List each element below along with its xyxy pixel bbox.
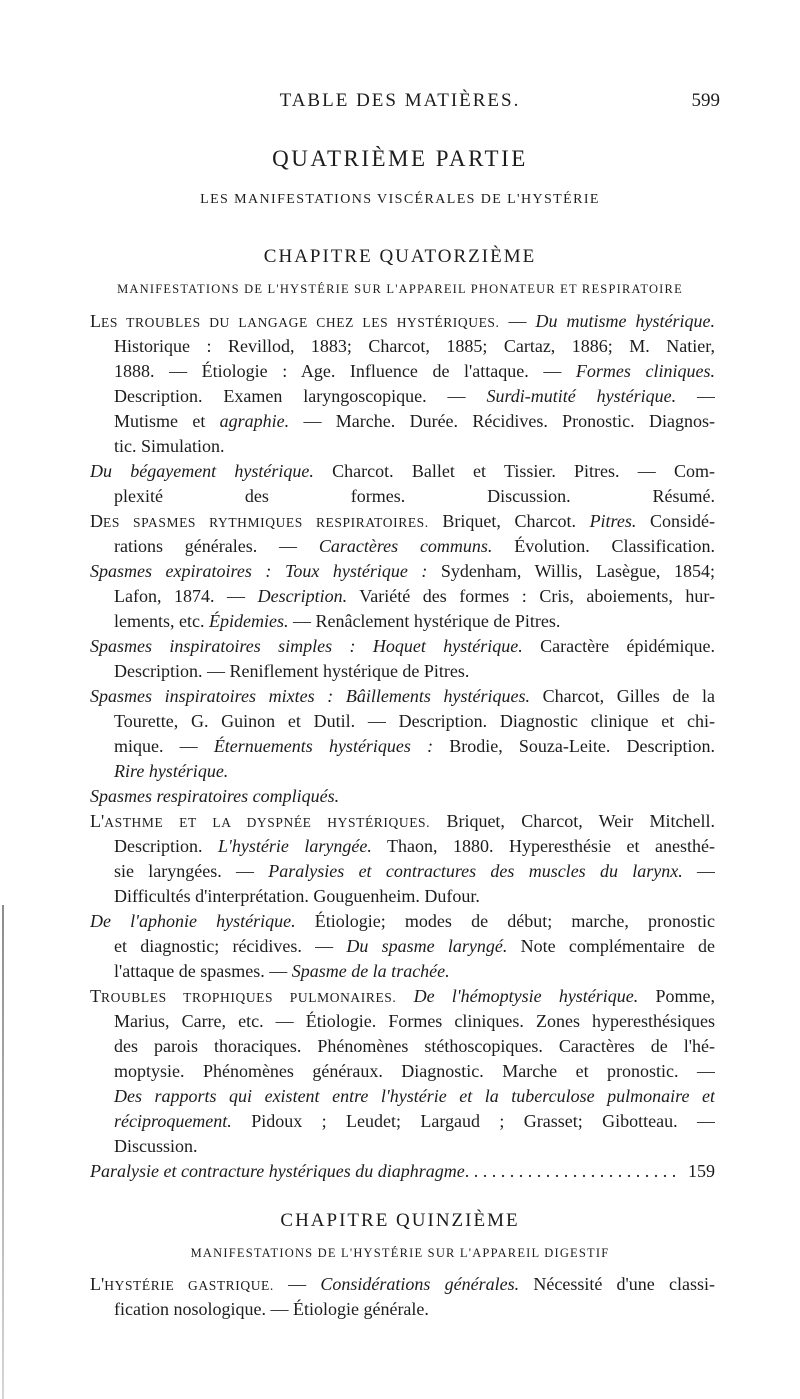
text-line <box>90 759 715 784</box>
italic-text: Pitres. <box>589 511 637 531</box>
page-number: 599 <box>691 90 720 111</box>
text-run: rations générales. — <box>114 536 319 556</box>
entry-line <box>90 634 715 659</box>
text-line <box>90 659 715 684</box>
text-run: sie laryngées. — <box>114 861 269 881</box>
text-line <box>90 1084 715 1109</box>
text-run: Description. Examen laryngoscopique. — <box>114 386 487 406</box>
text-run: Thaon, 1880. Hyperesthésie et anesthé- <box>371 836 715 856</box>
italic-text: Description. <box>257 586 348 606</box>
text-run: Description. <box>114 836 218 856</box>
text-run: Tourette, G. Guinon et Dutil. — Description. Diagnostic clinique et chi- <box>114 711 715 731</box>
text-run: moptysie. Phénomènes généraux. Diagnostic. Marche et pronostic. — <box>114 1061 715 1081</box>
text-line <box>90 934 715 959</box>
text-run: — <box>499 311 536 331</box>
text-run: T <box>90 986 101 1006</box>
text-run: Évolution. Classification. <box>492 536 715 556</box>
chapter-15-subtitle: MANIFESTATIONS DE L'HYSTÉRIE SUR L'APPAREIL DIGESTIF <box>190 1246 610 1260</box>
text-run: Charcot, Gilles de la <box>529 686 715 706</box>
entry-line <box>90 509 715 534</box>
text-run: fication nosologique. — Étiologie générale. <box>114 1299 429 1319</box>
italic-text: Caractères communs. <box>318 536 493 556</box>
entry-line <box>90 784 715 809</box>
text-line <box>90 584 715 609</box>
italic-text: Du spasme laryngé. <box>346 936 508 956</box>
text-line <box>90 734 715 759</box>
entry-line <box>90 309 715 334</box>
dot-leader <box>465 1159 680 1184</box>
italic-text: Spasmes inspiratoires mixtes : Bâillements hystériques. <box>90 686 530 706</box>
part-title: QUATRIÈME PARTIE <box>272 146 528 171</box>
entry-line <box>90 1272 715 1297</box>
italic-text: Rire hystérique. <box>114 761 229 781</box>
text-run: — <box>682 861 715 881</box>
text-run: — Marche. Durée. Récidives. Pronostic. Diagnos- <box>289 411 715 431</box>
text-line <box>90 884 715 909</box>
text-run: lements, etc. <box>114 611 209 631</box>
italic-text: Éternuements hystériques : <box>213 736 434 756</box>
text-run: Charcot. Ballet et Tissier. Pitres. — Com- <box>313 461 715 481</box>
italic-text: agraphie. <box>219 411 290 431</box>
text-run: Nécessité d'une classi- <box>519 1274 715 1294</box>
text-line <box>90 359 715 384</box>
small-caps-heading: ES TROUBLES DU LANGAGE CHEZ LES HYSTÉRIQUES. <box>101 315 500 330</box>
text-line <box>90 1134 715 1159</box>
chapter-14-contents <box>90 309 715 1184</box>
toc-entry-line <box>90 1159 715 1184</box>
italic-text: Spasmes inspiratoires simples : Hoquet hystérique. <box>90 636 523 656</box>
text-run: l'attaque de spasmes. — <box>114 961 292 981</box>
italic-text: Des rapports qui existent entre l'hystérie et la tuberculose pulmonaire et <box>114 1086 715 1106</box>
text-line <box>90 1059 715 1084</box>
text-line <box>90 834 715 859</box>
text-run: Étiologie; modes de début; marche, pronostic <box>295 911 715 931</box>
small-caps-heading: ROUBLES TROPHIQUES PULMONAIRES. <box>101 990 397 1005</box>
text-run: Pidoux ; Leudet; Largaud ; Grasset; Gibotteau. — <box>231 1111 715 1131</box>
text-line <box>90 859 715 884</box>
text-run: Discussion. <box>114 1136 198 1156</box>
running-title: TABLE DES MATIÈRES. <box>279 90 521 111</box>
text-run: et diagnostic; récidives. — <box>114 936 347 956</box>
small-caps-heading: ASTHME ET LA DYSPNÉE HYSTÉRIQUES. <box>104 815 431 830</box>
text-run <box>396 986 413 1006</box>
entry-line <box>90 459 715 484</box>
text-run: 1888. — Étiologie : Age. Influence de l'attaque. — <box>114 361 576 381</box>
text-run: — Renâclement hystérique de Pitres. <box>288 611 561 631</box>
text-run: Sydenham, Willis, Lasègue, 1854; <box>427 561 715 581</box>
text-run: L' <box>90 811 105 831</box>
part-subtitle: LES MANIFESTATIONS VISCÉRALES DE L'HYSTÉRIE <box>200 192 600 207</box>
text-run: Note complémentaire de <box>507 936 715 956</box>
chapter-14-title: CHAPITRE QUATORZIÈME <box>263 246 537 267</box>
italic-text: Du bégayement hystérique. <box>90 461 314 481</box>
toc-page-number: 159 <box>688 1161 715 1181</box>
text-run: des parois thoraciques. Phénomènes stéthoscopiques. Caractères de l'hé- <box>114 1036 715 1056</box>
text-run: plexité des formes. Discussion. Résumé. <box>114 486 715 506</box>
italic-text: Formes cliniques. <box>575 361 715 381</box>
text-run: Brodie, Souza-Leite. Description. <box>433 736 715 756</box>
small-caps-heading: HYSTÉRIE GASTRIQUE. <box>104 1278 274 1293</box>
text-run: Difficultés d'interprétation. Gouguenheim. Dufour. <box>114 886 480 906</box>
text-line <box>90 1034 715 1059</box>
text-run: Description. — Reniflement hystérique de Pitres. <box>114 661 470 681</box>
text-line <box>90 384 715 409</box>
italic-text: réciproquement. <box>114 1111 232 1131</box>
entry-line <box>90 559 715 584</box>
text-run: Historique : Revillod, 1883; Charcot, 1885; Cartaz, 1886; M. Natier, <box>114 336 715 356</box>
italic-text: De l'hémoptysie hystérique. <box>413 986 639 1006</box>
text-run: — <box>273 1274 321 1294</box>
text-run: D <box>90 511 103 531</box>
running-header <box>0 90 800 120</box>
italic-text: Du mutisme hystérique. <box>535 311 715 331</box>
italic-text: Paralysies et contractures des muscles du larynx. <box>268 861 683 881</box>
italic-text: L'hystérie laryngée. <box>218 836 372 856</box>
text-run: tic. Simulation. <box>114 436 225 456</box>
italic-text: Épidemies. <box>208 611 289 631</box>
entry-line <box>90 809 715 834</box>
text-run: Briquet, Charcot. <box>428 511 590 531</box>
text-line <box>90 409 715 434</box>
italic-text: Spasmes expiratoires : Toux hystérique : <box>90 561 428 581</box>
chapter-14-subtitle: MANIFESTATIONS DE L'HYSTÉRIE SUR L'APPAREIL PHONATEUR ET RESPIRATOIRE <box>117 282 683 296</box>
italic-text: Spasme de la trachée. <box>291 961 450 981</box>
chapter-15-contents <box>90 1272 715 1322</box>
text-line <box>90 434 715 459</box>
text-run: L <box>90 311 101 331</box>
italic-text: Surdi-mutité hystérique. <box>486 386 677 406</box>
text-line <box>90 709 715 734</box>
text-run: Caractère épidémique. <box>522 636 715 656</box>
text-run: L' <box>90 1274 105 1294</box>
text-line <box>90 534 715 559</box>
small-caps-heading: ES SPASMES RYTHMIQUES RESPIRATOIRES. <box>103 515 429 530</box>
text-run: Lafon, 1874. — <box>114 586 258 606</box>
text-line <box>90 1009 715 1034</box>
text-line <box>90 334 715 359</box>
text-run: Briquet, Charcot, Weir Mitchell. <box>430 811 715 831</box>
entry-line <box>90 984 715 1009</box>
chapter-15-title: CHAPITRE QUINZIÈME <box>280 1210 520 1231</box>
entry-line <box>90 684 715 709</box>
italic-text: De l'aphonie hystérique. <box>90 911 296 931</box>
italic-text: Spasmes respiratoires compliqués. <box>90 786 340 806</box>
italic-text: Paralysie et contracture hystériques du diaphragme <box>90 1161 465 1181</box>
text-line <box>90 609 715 634</box>
text-run: Mutisme et <box>114 411 220 431</box>
toc-entry-title <box>90 1159 465 1184</box>
text-run: Variété des formes : Cris, aboiements, hur- <box>347 586 715 606</box>
entry-line <box>90 909 715 934</box>
text-run: Marius, Carre, etc. — Étiologie. Formes cliniques. Zones hyperesthésiques <box>114 1011 715 1031</box>
italic-text: Considérations générales. <box>320 1274 520 1294</box>
text-line <box>90 484 715 509</box>
binding-edge-shadow <box>2 905 4 1399</box>
text-run: Considé- <box>636 511 715 531</box>
text-run: mique. — <box>114 736 214 756</box>
text-run: — <box>676 386 715 406</box>
text-line <box>90 1297 715 1322</box>
text-run: Pomme, <box>638 986 715 1006</box>
text-line <box>90 959 715 984</box>
text-line <box>90 1109 715 1134</box>
